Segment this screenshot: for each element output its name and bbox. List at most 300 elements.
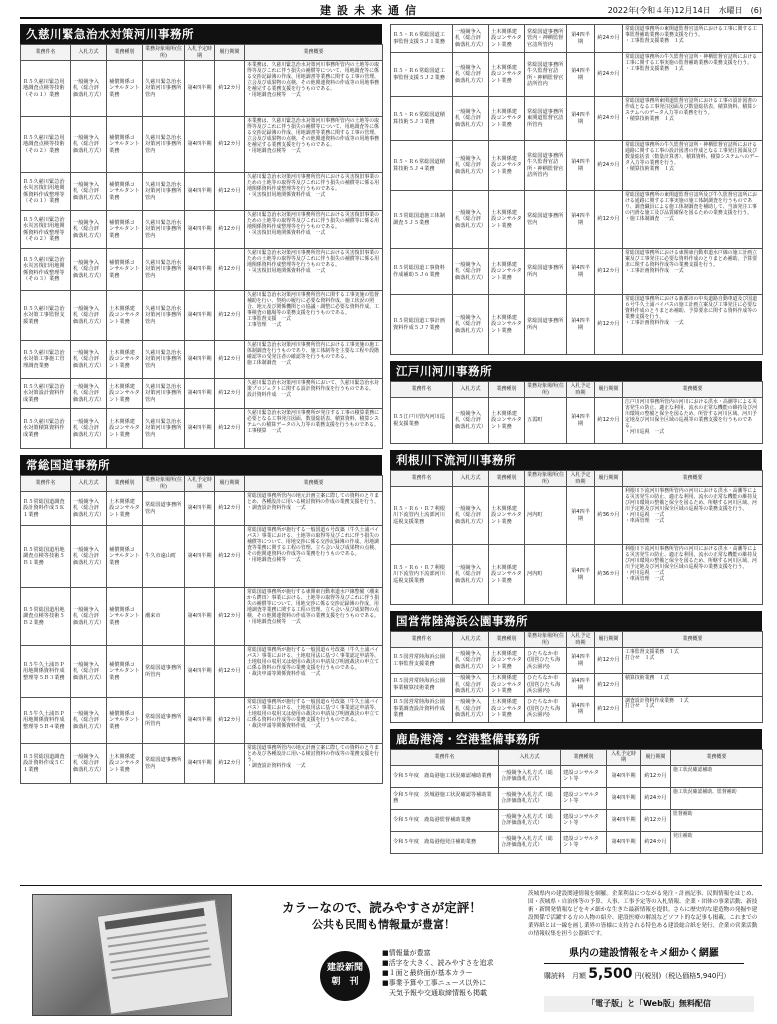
cell-name: Ｒ５常総国道工事資料作成補助５Ｊ６業務 <box>391 249 453 295</box>
table-row <box>21 117 383 173</box>
cell-method: 一般競争入札（総合評価落札方式） <box>453 97 489 141</box>
cell-name: Ｒ５牛久土浦ＢＰ用地関係資料作成整理等５Ｂ３業務 <box>21 646 71 698</box>
cell-place: 常総国道事務所管内・神栖監督官詰所管内 <box>525 25 567 53</box>
table-row <box>391 191 763 249</box>
cell-type: 土木関係建設コンサルタント業務 <box>489 97 525 141</box>
cell-place: 常総国道事務所所内 <box>525 249 567 295</box>
cell-period: 約12カ月 <box>215 291 245 341</box>
cell-overview: 常総国道事務所が施行する一般国道６号改築（牛久土浦バイパス）事業における、土地等の取得等及びこれに伴う損失の補償等について、用地交渉に係る交渉記録簿の作成、用地調査等業務に関する工程の管理、立ち会い及び成果物の点検、その他関連資料の作成等の業務を行うものである。 ・用地調査点検等 一式 <box>245 526 383 588</box>
cell-name: Ｒ５・Ｒ６常総国道工事監督支援５Ｊ２業務 <box>391 53 453 97</box>
cell-place: ひたちなか市(国営ひたち海浜公園内) <box>525 674 567 697</box>
cell-plan: 第4四半期 <box>567 53 595 97</box>
column-header-place: 業務対象場所(住所) <box>525 382 567 398</box>
section-title: 利根川下流河川事務所 <box>390 450 762 470</box>
table-row <box>391 674 763 697</box>
table-row <box>21 211 383 249</box>
cell-name: Ｒ５・Ｒ６・Ｒ７利根川下流管内下流部河川巡視支援業務 <box>391 545 453 605</box>
cell-name: Ｒ５常総国道用地調査点検等技術５Ｂ２業務 <box>21 588 71 646</box>
cell-plan: 第4四半期 <box>567 141 595 191</box>
cell-method: 一般競争入札（総合評価落札方式） <box>453 25 489 53</box>
column-header-overview: 業務概要 <box>671 749 763 765</box>
cell-method: 一般競争入札（総合評価落札方式） <box>453 487 489 545</box>
table-row <box>21 173 383 211</box>
section-title: 鹿島港湾・空港整備事務所 <box>390 729 762 749</box>
cell-plan: 第4四半期 <box>185 379 215 409</box>
cell-period: 約12カ月 <box>595 674 623 697</box>
ad-tagline: 県内の建設情報をキメ細かく網羅 <box>544 948 744 964</box>
cell-plan: 第4四半期 <box>185 646 215 698</box>
table-row <box>391 398 763 444</box>
cell-type: 建設コンサルタント等 <box>561 831 607 853</box>
column-header-type: 業務種別 <box>489 382 525 398</box>
cell-period: 約12カ月 <box>215 117 245 173</box>
cell-plan: 第4四半期 <box>567 249 595 295</box>
cell-method: 一般競争入札（総合評価落札方式） <box>453 545 489 605</box>
cell-name: 令和５年度 鹿島港監督補助業務 <box>391 809 499 831</box>
cell-plan: 第4四半期 <box>185 249 215 291</box>
ad-price <box>544 966 754 984</box>
column-header-place: 業務対象場所(住所) <box>143 45 185 61</box>
table-row <box>391 545 763 605</box>
price-note: 円(税別)（税込価格5,940円） <box>634 972 731 980</box>
cell-plan: 第4四半期 <box>185 492 215 526</box>
cell-type: 土木関係建設コンサルタント業務 <box>489 53 525 97</box>
cell-overview: 施工状況確認補助、監督補助 <box>671 787 763 809</box>
cell-name: Ｒ５国営常陸海浜公園事業積算技術業務 <box>391 674 453 697</box>
cell-period: 約24カ月 <box>595 25 623 53</box>
cell-name: Ｒ５・Ｒ６常総国道工事監督支援５Ｊ１業務 <box>391 25 453 53</box>
cell-plan: 第4四半期 <box>607 765 641 787</box>
cell-place: 河内町 <box>525 487 567 545</box>
column-header-gyomu: 業務件名 <box>391 749 499 765</box>
cell-place: 久慈川緊急治水対策河川事務所管内 <box>143 117 185 173</box>
cell-name: Ｒ５常総国道用地調査点検等技術５Ｂ１業務 <box>21 526 71 588</box>
feature-item: ■１面と最終面が基本カラー <box>382 969 473 977</box>
cell-overview: 久慈川緊急治水対策河川事務所管内における災害復旧事業のための土地等の取得等及びこれに伴う損失の補償等に係る用地関係資料作成整理等を行うものである。 ・災害復旧用地関係資料作成 一式 <box>245 211 383 249</box>
table-row <box>21 61 383 117</box>
column-header-type: 業務種別 <box>489 632 525 648</box>
column-header-period: 履行期間 <box>595 382 623 398</box>
cell-plan: 第4四半期 <box>185 341 215 379</box>
column-header-method: 入札方式 <box>453 471 489 487</box>
cell-overview: 積算技術業務 １式 <box>623 674 763 697</box>
cell-plan: 第4四半期 <box>567 674 595 697</box>
cell-plan: 第4四半期 <box>567 696 595 722</box>
cell-type: 土木関係建設コンサルタント業務 <box>489 674 525 697</box>
cell-method: 一般競争入札方式（総合評価落札方式） <box>499 831 561 853</box>
cell-overview: 久慈川緊急治水対策河川事務所管内における工事実施の施工体制調査を行うものであり、施工体制等を主要な工程や段階確認等の受発注者の確認等を行うものである。 施工体制調査 一式 <box>245 341 383 379</box>
cell-period: 約36カ月 <box>595 545 623 605</box>
cell-overview: 利根川下流河川事務所管内の河川における洪水・高潮等による災害発生の防止、適正な利用、流水の正常な機能の維持及び河川環境の整備と保全を図るため、所轄する河川区域、河川予定地及び河川保全区域の巡視等の業務支援を行う。 ・河川巡視 一式 ・車両管理 一式 <box>623 545 763 605</box>
cell-type: 土木関係建設コンサルタント業務 <box>489 487 525 545</box>
cell-overview: 工事監督支援業務 １式 打合せ １式 <box>623 648 763 674</box>
column-header-period_plan: 入札予定時期 <box>567 382 595 398</box>
cell-type: 土木関係建設コンサルタント業務 <box>107 341 143 379</box>
cell-overview: 久慈川緊急治水対策河川事務所管内における災害復旧事業のための土地等の取得等及びこれに伴う損失の補償等に係る用地関係資料作成整理等を行うものである。 ・災害復旧用地関係資料作成 一式 <box>245 173 383 211</box>
cell-plan: 第4四半期 <box>567 97 595 141</box>
table-row <box>21 409 383 449</box>
cell-plan: 第4四半期 <box>607 809 641 831</box>
table-header-row <box>391 471 763 487</box>
cell-method: 一般競争入札方式（総合評価落札方式） <box>499 765 561 787</box>
cell-period: 約12カ月 <box>215 379 245 409</box>
cell-method: 一般競争入札（総合評価落札方式） <box>71 379 107 409</box>
column-header-method: 入札方式 <box>71 476 107 492</box>
table-row <box>391 765 763 787</box>
cell-name: Ｒ５牛久土浦ＢＰ用地関係資料作成整理等５Ｂ４業務 <box>21 698 71 744</box>
masthead <box>20 3 762 19</box>
cell-method: 一般競争入札方式（総合評価落札方式） <box>499 787 561 809</box>
table-row <box>391 787 763 809</box>
feature-item: ■情報量が豊富 <box>382 949 431 957</box>
cell-overview: 常総国道事務所における新都市の中央道路自動車道及び国道６号牛久土浦バイパスの施工計画立案及び工事発注に必要な資料作成のとりまとめ補助、予算要求に関する資料作成等の業務支援を行う。 ・工事計画資料作成 一式 <box>623 295 763 355</box>
cell-period: 約12カ月 <box>595 191 623 249</box>
price-label: 購読料 月額 <box>544 972 586 980</box>
table-row <box>391 53 763 97</box>
cell-plan: 第4四半期 <box>567 487 595 545</box>
cell-place: 久慈川緊急治水対策河川事務所管内 <box>143 211 185 249</box>
cell-overview: 常総国道事務所が施行する東関東自動車道水戸線整備（潮来から鉾田）事業における、土地等の取得等及びこれに伴う損失の補償等について、用地交渉に係る交渉記録簿の作成、用地調査等業務に関する工程の管理、立ち会い及び成果物の点検、その他関連資料の作成等の業務支援を行うものである。 ・用地調査点検等 一式 <box>245 588 383 646</box>
feature-item: ■活字を大きく、読みやすさを追求 <box>382 959 494 967</box>
cell-plan: 第4四半期 <box>567 25 595 53</box>
cell-name: Ｒ５江戸川管内河川巡視支援業務 <box>391 398 453 444</box>
cell-place: 久慈川緊急治水対策河川事務所管内 <box>143 61 185 117</box>
cell-type: 土木関係建設コンサルタント業務 <box>489 648 525 674</box>
cell-type: 補償関係コンサルタント業務 <box>107 698 143 744</box>
cell-name: Ｒ５久慈川緊急治水対策工事監督支援業務 <box>21 291 71 341</box>
cell-place: ひたちなか市(国営ひたち海浜公園内) <box>525 648 567 674</box>
cell-period: 約12カ月 <box>641 809 671 831</box>
cell-method: 一般競争入札（総合評価落札方式） <box>71 526 107 588</box>
cell-type: 土木関係建設コンサルタント業務 <box>489 696 525 722</box>
column-header-type: 業務種別 <box>107 45 143 61</box>
cell-type: 土木関係建設コンサルタント業務 <box>489 398 525 444</box>
bid-table <box>390 749 763 854</box>
table-row <box>391 295 763 355</box>
cell-period: 約12カ月 <box>595 398 623 444</box>
cell-method: 一般競争入札（総合評価落札方式） <box>453 191 489 249</box>
table-row <box>21 291 383 341</box>
cell-type: 土木関係建設コンサルタント業務 <box>489 141 525 191</box>
cell-method: 一般競争入札（総合評価落札方式） <box>453 141 489 191</box>
cell-name: Ｒ５国営常陸海浜公園事業調査設計資料作成業務 <box>391 696 453 722</box>
cell-method: 一般競争入札（総合評価落札方式） <box>71 61 107 117</box>
badge-line1: 建設新聞 <box>326 963 363 973</box>
cell-period: 約12カ月 <box>215 173 245 211</box>
cell-name: Ｒ５・Ｒ６常総国道積算技術５Ｊ３業務 <box>391 97 453 141</box>
cell-name: Ｒ５・Ｒ６常総国道積算技術５Ｊ４業務 <box>391 141 453 191</box>
cell-type: 土木関係建設コンサルタント業務 <box>489 249 525 295</box>
column-header-method: 入札方式 <box>499 749 561 765</box>
cell-place: 常総国道事務所所管内 <box>143 698 185 744</box>
column-header-overview: 業務概要 <box>245 476 383 492</box>
cell-place: 常総国道事務所牛久監督官詰所・神栖監督官詰所管内 <box>525 53 567 97</box>
table-row <box>391 648 763 674</box>
cell-period: 約12カ月 <box>215 588 245 646</box>
cell-name: Ｒ５久慈川緊急治水災害復旧用地関係資料作成整理等（その１）業務 <box>21 173 71 211</box>
cell-period: 約12カ月 <box>215 526 245 588</box>
table-row <box>391 831 763 853</box>
cell-overview: 常総国道事務所が施行する一般国道６号改築（牛久土浦バイパス）事業における、土地収用法に基づく事業認定申請等、土地収用の収用又は使用の裁決の申請及び明渡裁決の申立てに係る資料の作成等の業務支援を行うものである。 ・裁決申請等関係資料作成 一式 <box>245 646 383 698</box>
cell-plan: 第4四半期 <box>185 744 215 784</box>
cell-overview: 常総国道事務所の牛久監督官詰所・神栖監督官詰所における工事に関する工事実施の監督補助業務の業務支援を行う。 ・工事監督支援業務 １式 <box>623 53 763 97</box>
cell-type: 建設コンサルタント等 <box>561 765 607 787</box>
cell-name: Ｒ５・Ｒ６・Ｒ７利根川下流管内上流部河川巡視支援業務 <box>391 487 453 545</box>
column-header-method: 入札方式 <box>453 382 489 398</box>
table-row <box>391 141 763 191</box>
cell-period: 約12カ月 <box>215 492 245 526</box>
cell-name: Ｒ５久慈川緊急治水災害復旧用地関係資料作成整理等（その２）業務 <box>21 211 71 249</box>
cell-method: 一般競争入札（総合評価落札方式） <box>71 409 107 449</box>
cell-name: Ｒ５久慈川緊急治水災害復旧用地関係資料作成整理等（その３）業務 <box>21 249 71 291</box>
cell-method: 一般競争入札（総合評価落札方式） <box>71 341 107 379</box>
cell-plan: 第4四半期 <box>567 398 595 444</box>
cell-place: 久慈川緊急治水対策河川事務所管内 <box>143 249 185 291</box>
cell-method: 一般競争入札（総合評価落札方式） <box>453 674 489 697</box>
table-row <box>21 249 383 291</box>
cell-method: 一般競争入札（総合評価落札方式） <box>71 249 107 291</box>
cell-period: 約12カ月 <box>595 648 623 674</box>
cell-plan: 第4四半期 <box>607 831 641 853</box>
cell-name: Ｒ５常総国道調査設計資料作成５Ｃ１業務 <box>21 744 71 784</box>
table-row <box>391 696 763 722</box>
cell-method: 一般競争入札（総合評価落札方式） <box>71 117 107 173</box>
cell-period: 約12カ月 <box>215 409 245 449</box>
cell-plan: 第4四半期 <box>607 787 641 809</box>
cell-place: 河内町 <box>525 545 567 605</box>
cell-period: 約24カ月 <box>595 141 623 191</box>
cell-overview: 利根川下流河川事務所管内の河川における洪水・高潮等による災害発生の防止、適正な利用、流水の正常な機能の維持及び河川環境の整備と保全を図るため、所轄する河川区域、河川予定地及び河川保全区域の巡視等の業務支援を行う。 ・河川巡視 一式 ・車両管理 一式 <box>623 487 763 545</box>
cell-type: 補償関係コンサルタント業務 <box>107 588 143 646</box>
cell-type: 補償関係コンサルタント業務 <box>107 646 143 698</box>
cell-method: 一般競争入札（総合評価落札方式） <box>71 646 107 698</box>
column-header-gyomu: 業務件名 <box>391 471 453 487</box>
table-row <box>21 588 383 646</box>
column-header-type: 業務種別 <box>489 471 525 487</box>
cell-type: 土木関係建設コンサルタント業務 <box>107 744 143 784</box>
cell-overview: 久慈川緊急治水対策河川事務所管内における災害復旧事業のための土地等の取得等及びこれに伴う損失の補償等に係る用地関係資料作成整理等を行うものである。 ・災害復旧用地関係資料作成 一式 <box>245 249 383 291</box>
column-header-place: 業務対象場所(住所) <box>143 476 185 492</box>
ad-description: 茨城県内の建設関連情報を網羅。企業利益につながる発注・計画記事、民間情報をはじめ、国・茨城県・自治体等の予算、人事、工事予定等の入札情報、企業・団体の事業活動、新技術・新開発情報などをキメ細かな生きた最新情報を提供。さらに歴史的な建造物の発掘や建設関係で活躍する方の人物の紹介、建設医療の解説などソフト的な記事も掲載。これまでの業界紙とは一線を画し業界の皆様に支持される特色ある建設総合紙を発行、企業の営業活動の情報収集を担う公器紙です。 <box>528 891 758 937</box>
cell-plan: 第4四半期 <box>567 191 595 249</box>
cell-place: 常総国道事務所牛久監督官詰所・神栖監督官詰所管内 <box>525 141 567 191</box>
cell-name: Ｒ５久慈川緊急治水対策積算資料作成業務 <box>21 409 71 449</box>
cell-place: ひたちなか市(国営ひたち海浜公園内) <box>525 696 567 722</box>
cell-method: 一般競争入札（総合評価落札方式） <box>71 492 107 526</box>
ad-subcatch: 公共も民間も情報量が豊富！ <box>312 918 455 931</box>
cell-period: 約12カ月 <box>215 61 245 117</box>
cell-plan: 第4四半期 <box>185 117 215 173</box>
cell-overview: 久慈川緊急治水対策河川事務所管内に関する工事実施の監督補助を行い、契約の履行に必要な資料作成、施工状況の照合、地元及び関係機関との協議・調整に必要な資料作成、工事検査の臨場等の業務支援を行うものである。 工事監督支援 一式 工事管理 一式 <box>245 291 383 341</box>
ad-catchphrase: カラーなので、読みやすさが定評！ <box>282 900 482 915</box>
cell-type: 補償関係コンサルタント業務 <box>107 526 143 588</box>
table-header-row <box>21 45 383 61</box>
cell-period: 約12カ月 <box>595 696 623 722</box>
cell-place: 常総国道事務所管内 <box>143 744 185 784</box>
left-column <box>20 24 382 784</box>
ad-badge <box>320 951 370 1001</box>
cell-period: 約12カ月 <box>215 341 245 379</box>
cell-name: Ｒ５常総国道工事計画資料作成５Ｊ７業務 <box>391 295 453 355</box>
column-header-period: 履行期間 <box>215 45 245 61</box>
cell-type: 補償関係コンサルタント業務 <box>107 117 143 173</box>
feature-item: ■事業予算や工事ニュース以外に <box>382 979 487 987</box>
cell-name: Ｒ５常総国道施工体制調査５Ｊ５業務 <box>391 191 453 249</box>
cell-plan: 第4四半期 <box>185 211 215 249</box>
cell-method: 一般競争入札（総合評価落札方式） <box>453 295 489 355</box>
cell-plan: 第4四半期 <box>567 648 595 674</box>
cell-place: 五霞町 <box>525 398 567 444</box>
cell-place: 久慈川緊急治水対策河川事務所管内 <box>143 173 185 211</box>
cell-method: 一般競争入札（総合評価落札方式） <box>71 698 107 744</box>
table-row <box>21 526 383 588</box>
cell-period: 約36カ月 <box>595 487 623 545</box>
cell-period: 約12カ月 <box>215 646 245 698</box>
cell-type: 補償関係コンサルタント業務 <box>107 61 143 117</box>
cell-period: 約12カ月 <box>215 249 245 291</box>
bid-table <box>390 631 763 723</box>
cell-place: 常総国道事務所管内 <box>525 191 567 249</box>
cell-overview: 常総国道事務所の東関道監督官詰所における工事に関する工事監督補助業務の業務支援を行う。 ・工事監督支援業務 １式 <box>623 25 763 53</box>
cell-method: 一般競争入札（総合評価落札方式） <box>71 291 107 341</box>
column-header-overview: 業務概要 <box>245 45 383 61</box>
column-header-place: 業務対象場所(住所) <box>525 471 567 487</box>
cell-plan: 第4四半期 <box>185 588 215 646</box>
cell-method: 一般競争入札（総合評価落札方式） <box>453 648 489 674</box>
cell-method: 一般競争入札（総合評価落札方式） <box>71 588 107 646</box>
cell-overview: 常総国道事務所の牛久監督官詰所・神栖監督官詰所における通路に関する工事の設計図書の作成となる工事発注図面及び数量総括表（数量計算書）、積算資料、積算システムへのデータ入力等の業務を行う。 ・積算技術業務 １式 <box>623 141 763 191</box>
cell-overview: 常総国道事務所管内の地元計画立案に際しての資料のとりまとめ、各種設計に用いる検討資料の作成の業務支援を行う。 ・調査設計資料作成 一式 <box>245 492 383 526</box>
cell-place: 潮来市 <box>143 588 185 646</box>
cell-method: 一般競争入札（総合評価落札方式） <box>453 398 489 444</box>
cell-period: 約24カ月 <box>641 831 671 853</box>
column-header-period: 履行期間 <box>595 632 623 648</box>
section-title: 江戸川河川事務所 <box>390 361 762 381</box>
table-row <box>21 646 383 698</box>
table-row <box>21 341 383 379</box>
bid-table <box>20 475 383 784</box>
cell-plan: 第4四半期 <box>185 173 215 211</box>
column-header-overview: 業務概要 <box>623 471 763 487</box>
cell-overview: 本業務は、久慈川緊急治水対策河川事務所管内の土地等の取得等及びこれに伴う損失の補償等について、用地調査等に係る交渉記録簿の作成、用地調書等業務に関する工事の管理、立会及び成果物の点検、その他関連資料の作成等の用地事務を補完する業務支援を行うものである。 ・用地調査点検等 一式 <box>245 117 383 173</box>
right-column <box>390 24 762 854</box>
cell-overview: 施工状況確認補助 <box>671 765 763 787</box>
cell-period: 約12カ月 <box>215 744 245 784</box>
cell-name: 令和５年度 鹿島港施工状況確認補助業務 <box>391 765 499 787</box>
cell-method: 一般競争入札（総合評価落札方式） <box>71 173 107 211</box>
cell-type: 建設コンサルタント等 <box>561 809 607 831</box>
feature-item: 天気予報や交通取締情報も掲載 <box>382 989 487 997</box>
column-header-gyomu: 業務件名 <box>391 632 453 648</box>
cell-type: 補償関係コンサルタント業務 <box>107 249 143 291</box>
cell-place: 久慈川緊急治水対策河川事務所管内 <box>143 409 185 449</box>
advertisement <box>20 885 762 1020</box>
column-header-type: 業務種別 <box>107 476 143 492</box>
cell-place: 久慈川緊急治水対策河川事務所管内 <box>143 341 185 379</box>
section-title: 常総国道事務所 <box>20 455 382 475</box>
table-header-row <box>21 476 383 492</box>
cell-overview: 常総国道事務所東関道監督官詰所における工事の設計図書の作成となる工事発注図面及び数量総括表、積算資料、積算システムへのデータ入力等の業務を行う。 ・積算技術業務 １式 <box>623 97 763 141</box>
column-header-period_plan: 入札予定時期 <box>607 749 641 765</box>
newspaper-photo <box>32 894 232 1016</box>
cell-overview: 調査設計資料作成業務 １式 打合せ １式 <box>623 696 763 722</box>
cell-place: 久慈川緊急治水対策河川事務所管内 <box>143 379 185 409</box>
column-header-gyomu: 業務件名 <box>21 476 71 492</box>
cell-period: 約24カ月 <box>595 53 623 97</box>
cell-type: 補償関係コンサルタント業務 <box>107 211 143 249</box>
table-row <box>21 744 383 784</box>
newspaper-title: 建設未来通信 <box>320 4 422 17</box>
issue-date: 2022年(令和４年)12月14日 水曜日 (6) <box>607 6 762 15</box>
cell-type: 土木関係建設コンサルタント業務 <box>107 291 143 341</box>
bid-table <box>390 470 763 605</box>
cell-period: 約12カ月 <box>641 765 671 787</box>
cell-name: Ｒ５久慈川緊急用地調査点検等技術（その１）業務 <box>21 61 71 117</box>
column-header-method: 入札方式 <box>71 45 107 61</box>
table-row <box>21 379 383 409</box>
cell-overview: 久慈川緊急治水対策河川事務所が発注する工事の積算業務に必要となる工事発注図面、数量総括表、積算資料、積算システムへの積算データの入力等の業務支援を行うものである。 工事積算 一式 <box>245 409 383 449</box>
cell-method: 一般競争入札（総合評価落札方式） <box>453 696 489 722</box>
cell-overview: 常総国道事務所が施行する一般国道６号改築（牛久土浦バイパス）事業における、土地収用法に基づく事業認定申請等、土地収用の収用又は使用の裁決の申請及び明渡裁決の申立てに係る資料の作成等の業務支援を行うものである。 ・裁決申請等関係資料作成 一式 <box>245 698 383 744</box>
bid-table-continued <box>390 24 763 355</box>
table-header-row <box>391 382 763 398</box>
cell-plan: 第4四半期 <box>185 291 215 341</box>
price-value: 5,500 <box>588 966 633 982</box>
table-row <box>391 809 763 831</box>
ad-features <box>382 948 493 998</box>
table-header-row <box>391 632 763 648</box>
web-edition-banner: 「電子版」と「Web版」無料配信 <box>544 996 754 1012</box>
cell-place: 常総国道事務所所内 <box>525 295 567 355</box>
column-header-period: 履行期間 <box>215 476 245 492</box>
cell-overview: 常総国道事務所における東関東自動車道水戸線の施工計画立案及び工事発注に必要な資料作成のとりまとめ補助、予算要求に関する資料作成等の業務支援を行う。 ・工事計画資料作成 一式 <box>623 249 763 295</box>
table-row <box>391 487 763 545</box>
cell-method: 一般競争入札（総合評価落札方式） <box>453 53 489 97</box>
column-header-gyomu: 業務件名 <box>21 45 71 61</box>
bid-table <box>390 381 763 444</box>
table-header-row <box>391 749 763 765</box>
cell-period: 約12カ月 <box>215 698 245 744</box>
column-header-overview: 業務概要 <box>623 382 763 398</box>
cell-overview: 常総国道事務所の東関道監督官詰所及び牛久監督官詰所における通路に関する工事実施の施工体制調査を行うものであり、調査職員による施工体制調査を補助して、当該発注工事の円滑な施工及び品質確保を図るための業務支援を行う。 ・施工体制調査 一式 <box>623 191 763 249</box>
column-header-gyomu: 業務件名 <box>391 382 453 398</box>
cell-plan: 第4四半期 <box>185 409 215 449</box>
cell-overview: 常総国道事務所管内の地元計画立案に際しての資料のとりまとめ及び各種設計に用いる検討資料の作成等の業務支援を行う。 ・調査設計資料作成 一式 <box>245 744 383 784</box>
section-title: 久慈川緊急治水対策河川事務所 <box>20 24 382 44</box>
cell-name: 令和５年度 鹿島港他発注補助業務 <box>391 831 499 853</box>
cell-overview: 発注補助 <box>671 831 763 853</box>
cell-plan: 第4四半期 <box>185 698 215 744</box>
newspaper-image <box>97 899 230 1015</box>
column-header-period: 履行期間 <box>641 749 671 765</box>
cell-place: 常総国道事務所管内 <box>143 492 185 526</box>
cell-type: 土木関係建設コンサルタント業務 <box>107 492 143 526</box>
cell-plan: 第4四半期 <box>185 526 215 588</box>
cell-type: 補償関係コンサルタント業務 <box>107 173 143 211</box>
column-header-period_plan: 入札予定時期 <box>185 476 215 492</box>
cell-method: 一般競争入札（総合評価落札方式） <box>71 211 107 249</box>
badge-line2: 朝 刊 <box>331 977 359 987</box>
cell-type: 土木関係建設コンサルタント業務 <box>489 295 525 355</box>
table-row <box>391 97 763 141</box>
column-header-method: 入札方式 <box>453 632 489 648</box>
table-row <box>391 249 763 295</box>
cell-period: 約12カ月 <box>595 295 623 355</box>
cell-overview: 江戸川河川事務所管内の河川における洪水・高潮等による災害発生の防止、適正な利用、流水の正常な機能の維持及び河川環境の整備と保全を図るため、所管する河川区域、河川予定地及び河川保全区域の巡視等の業務支援を行うものである。 ・河川巡視 一式 <box>623 398 763 444</box>
column-header-type: 業務種別 <box>561 749 607 765</box>
bid-table <box>20 44 383 449</box>
cell-type: 土木関係建設コンサルタント業務 <box>107 379 143 409</box>
